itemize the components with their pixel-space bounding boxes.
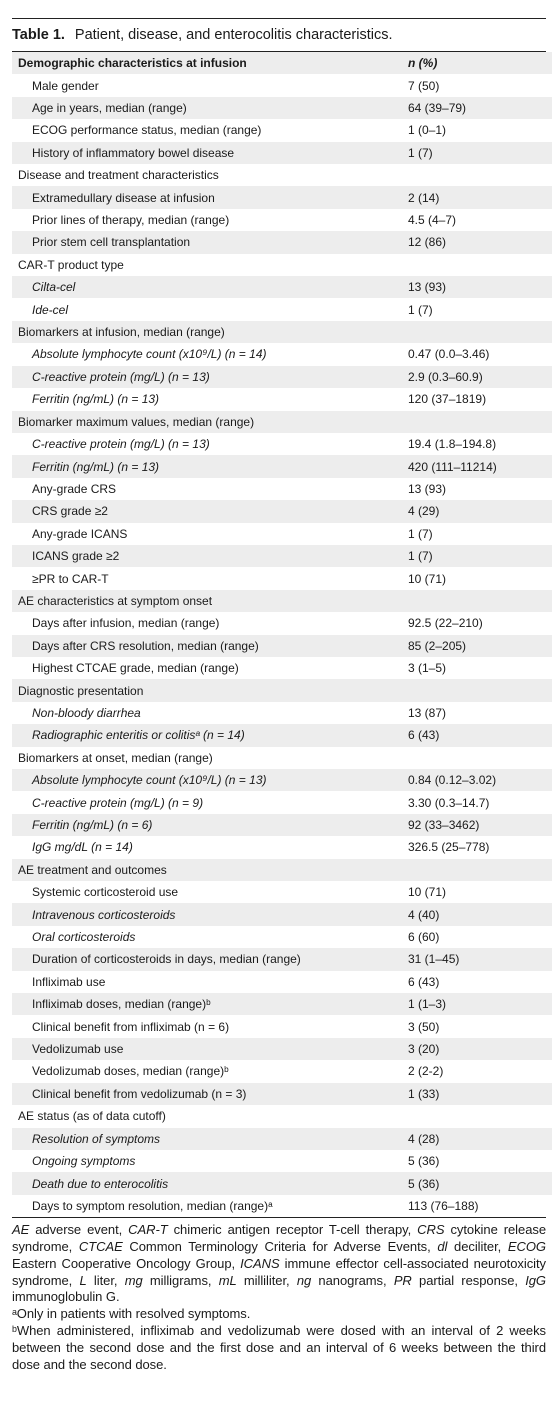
section-row — [12, 164, 552, 186]
row-label: Intravenous corticosteroids — [12, 903, 408, 925]
row-value: 19.4 (1.8–194.8) — [408, 437, 497, 452]
row-value: 2 (2-2) — [408, 1064, 444, 1079]
row-label: Death due to enterocolitis — [12, 1172, 408, 1194]
row-value: 4.5 (4–7) — [408, 213, 457, 228]
section-row — [12, 747, 552, 769]
table-row — [12, 948, 552, 970]
section-label: Biomarkers at onset, median (range) — [18, 750, 213, 765]
row-value: 2.9 (0.3–60.9) — [408, 366, 552, 388]
row-label: Infliximab use — [32, 974, 106, 989]
row-value: 3 (50) — [408, 1019, 440, 1034]
row-value: 10 (71) — [408, 571, 447, 586]
row-label: ≥PR to CAR-T — [32, 571, 109, 586]
table-header-row — [12, 52, 552, 74]
table-row — [12, 814, 552, 836]
row-value: 0.47 (0.0–3.46) — [408, 347, 490, 362]
table-label: Table 1. — [12, 27, 65, 43]
row-label: Highest CTCAE grade, median (range) — [32, 661, 239, 676]
section-row — [12, 1105, 552, 1127]
row-value: 0.84 (0.12–3.02) — [408, 769, 552, 791]
row-value: 1 (33) — [408, 1083, 552, 1105]
row-label: Extramedullary disease at infusion — [12, 186, 408, 208]
row-label: History of inflammatory bowel disease — [12, 142, 408, 164]
row-label: Clinical benefit from infliximab (n = 6) — [32, 1019, 230, 1034]
row-label: Absolute lymphocyte count (x10⁹/L) (n = 13) — [12, 769, 408, 791]
row-value — [408, 164, 552, 186]
table-row — [12, 478, 552, 500]
row-value — [408, 859, 552, 881]
row-label: Vedolizumab use — [12, 1038, 408, 1060]
table-row — [12, 231, 552, 253]
footnotes — [12, 1218, 546, 1373]
row-label: Ferritin (ng/mL) (n = 6) — [12, 814, 408, 836]
row-value: 4 (29) — [408, 500, 552, 522]
table-row — [12, 366, 552, 388]
row-value: 326.5 (25–778) — [408, 840, 490, 855]
table-row — [12, 1060, 552, 1082]
table-row — [12, 1150, 552, 1172]
row-value: 64 (39–79) — [408, 97, 552, 119]
section-row — [12, 411, 552, 433]
row-value: 420 (111–11214) — [408, 455, 552, 477]
section-label: Biomarkers at infusion, median (range) — [12, 321, 408, 343]
table-row — [12, 1038, 552, 1060]
section-label: AE characteristics at symptom onset — [12, 590, 408, 612]
table-row — [12, 612, 552, 634]
row-value: 7 (50) — [408, 78, 440, 93]
row-value: 6 (43) — [408, 974, 440, 989]
table-row — [12, 74, 552, 96]
row-label: Days after CRS resolution, median (range) — [12, 635, 408, 657]
table-row — [12, 298, 552, 320]
row-label: ICANS grade ≥2 — [12, 545, 408, 567]
row-label: Any-grade CRS — [32, 481, 117, 496]
row-label: Resolution of symptoms — [12, 1128, 408, 1150]
table-row — [12, 1015, 552, 1037]
row-label: Ide-cel — [32, 302, 69, 317]
row-value: 3 (20) — [408, 1038, 552, 1060]
table-row — [12, 186, 552, 208]
row-label: Age in years, median (range) — [12, 97, 408, 119]
table-row — [12, 209, 552, 231]
row-label: Clinical benefit from vedolizumab (n = 3) — [12, 1083, 408, 1105]
table-row — [12, 276, 552, 298]
table-row — [12, 635, 552, 657]
row-value: 1 (7) — [408, 526, 433, 541]
table-row — [12, 500, 552, 522]
table-row — [12, 1195, 552, 1217]
table-caption — [12, 19, 546, 52]
row-value — [408, 590, 552, 612]
row-label: Ferritin (ng/mL) (n = 13) — [32, 392, 160, 407]
row-label: Days after infusion, median (range) — [32, 616, 220, 631]
table-row — [12, 702, 552, 724]
row-value — [408, 747, 552, 769]
row-label: C-reactive protein (mg/L) (n = 13) — [12, 366, 408, 388]
table-row — [12, 1172, 552, 1194]
row-label: Duration of corticosteroids in days, median (range) — [12, 948, 408, 970]
row-value: 113 (76–188) — [408, 1198, 479, 1213]
row-value — [408, 254, 552, 276]
row-value: 3.30 (0.3–14.7) — [408, 795, 490, 810]
section-label: AE treatment and outcomes — [12, 859, 408, 881]
row-label: Prior stem cell transplantation — [12, 231, 408, 253]
row-label: Absolute lymphocyte count (x10⁹/L) (n = 14) — [32, 347, 267, 362]
header-characteristic: Demographic characteristics at infusion — [12, 52, 408, 74]
row-value — [408, 1105, 552, 1127]
table-row — [12, 724, 552, 746]
section-row — [12, 859, 552, 881]
row-value: 85 (2–205) — [408, 635, 552, 657]
abbreviations-note: AE adverse event, CAR-T chimeric antigen receptor T-cell therapy, CRS cytokine release syndrome, CTCAE Common Terminology Criteria for Adverse Events, dl deciliter, ECOG Eastern Cooperative Oncology Group, ICANS immune effector cell-associated neurotoxicity syndrome, L liter, mg milligrams, mL milliliter, ng nanograms, PR partial response, IgG immunoglobulin G. — [12, 1222, 546, 1305]
row-value: 1 (7) — [408, 545, 552, 567]
row-label: Any-grade ICANS — [32, 526, 128, 541]
row-label: Vedolizumab doses, median (range)ᵇ — [32, 1064, 229, 1079]
row-label: C-reactive protein (mg/L) (n = 9) — [32, 795, 204, 810]
section-row — [12, 321, 552, 343]
row-value: 13 (87) — [408, 705, 447, 720]
section-row — [12, 254, 552, 276]
row-value — [408, 411, 552, 433]
row-value: 2 (14) — [408, 186, 552, 208]
table-row — [12, 343, 552, 365]
table-row — [12, 119, 552, 141]
table-row — [12, 993, 552, 1015]
section-label: Disease and treatment characteristics — [18, 168, 219, 183]
row-value: 120 (37–1819) — [408, 392, 487, 407]
row-value: 3 (1–5) — [408, 661, 447, 676]
footnote-a: ᵃOnly in patients with resolved symptoms. — [12, 1306, 251, 1322]
section-label: Biomarker maximum values, median (range) — [12, 411, 408, 433]
row-value: 5 (36) — [408, 1154, 440, 1169]
section-label: Diagnostic presentation — [12, 679, 408, 701]
row-value: 1 (1–3) — [408, 993, 552, 1015]
section-label: CAR-T product type — [18, 257, 124, 272]
table-row — [12, 881, 552, 903]
table-row — [12, 388, 552, 410]
row-value: 4 (40) — [408, 903, 552, 925]
table-row — [12, 433, 552, 455]
table-row — [12, 523, 552, 545]
table-row — [12, 1083, 552, 1105]
row-value: 31 (1–45) — [408, 948, 552, 970]
table-row — [12, 657, 552, 679]
row-label: Cilta-cel — [12, 276, 408, 298]
row-label: Radiographic enteritis or colitisᵃ (n = 14) — [12, 724, 408, 746]
row-label: C-reactive protein (mg/L) (n = 13) — [32, 437, 210, 452]
row-value: 6 (43) — [408, 724, 552, 746]
row-label: Male gender — [32, 78, 99, 93]
row-value: 13 (93) — [408, 276, 552, 298]
row-label: Infliximab doses, median (range)ᵇ — [12, 993, 408, 1015]
row-value: 92 (33–3462) — [408, 814, 552, 836]
table-row — [12, 1128, 552, 1150]
row-value — [408, 321, 552, 343]
table-figure — [12, 0, 546, 1373]
header-n-percent: n (%) — [408, 52, 552, 74]
row-value: 13 (93) — [408, 481, 447, 496]
table-row — [12, 455, 552, 477]
table-row — [12, 903, 552, 925]
data-table — [12, 52, 552, 1217]
row-value: 4 (28) — [408, 1128, 552, 1150]
row-label: Non-bloody diarrhea — [32, 705, 141, 720]
section-row — [12, 590, 552, 612]
row-value: 1 (0–1) — [408, 123, 447, 138]
row-value — [408, 679, 552, 701]
row-label: Prior lines of therapy, median (range) — [32, 213, 230, 228]
table-row — [12, 769, 552, 791]
row-value: 5 (36) — [408, 1172, 552, 1194]
table-row — [12, 836, 552, 858]
table-title: Patient, disease, and enterocolitis characteristics. — [74, 27, 393, 43]
row-label: Days to symptom resolution, median (range)ᵃ — [32, 1198, 273, 1213]
row-value: 1 (7) — [408, 142, 552, 164]
row-label: CRS grade ≥2 — [12, 500, 408, 522]
table-row — [12, 97, 552, 119]
row-label: Ferritin (ng/mL) (n = 13) — [12, 455, 408, 477]
table-row — [12, 567, 552, 589]
row-label: ECOG performance status, median (range) — [32, 123, 262, 138]
row-label: Oral corticosteroids — [32, 930, 136, 945]
row-value: 12 (86) — [408, 231, 552, 253]
row-label: IgG mg/dL (n = 14) — [32, 840, 133, 855]
row-value: 1 (7) — [408, 302, 433, 317]
footnote-b: ᵇWhen administered, infliximab and vedolizumab were dosed with an interval of 2 weeks between the second dose and the first dose and an interval of 6 weeks between the third dose and the second dose. — [12, 1322, 546, 1372]
table-row — [12, 142, 552, 164]
row-value: 92.5 (22–210) — [408, 616, 483, 631]
table-row — [12, 545, 552, 567]
row-label: Ongoing symptoms — [32, 1154, 136, 1169]
table-row — [12, 971, 552, 993]
row-label: Systemic corticosteroid use — [32, 885, 179, 900]
table-row — [12, 791, 552, 813]
section-label: AE status (as of data cutoff) — [18, 1109, 166, 1124]
section-row — [12, 679, 552, 701]
table-row — [12, 926, 552, 948]
row-value: 6 (60) — [408, 930, 440, 945]
row-value: 10 (71) — [408, 885, 447, 900]
